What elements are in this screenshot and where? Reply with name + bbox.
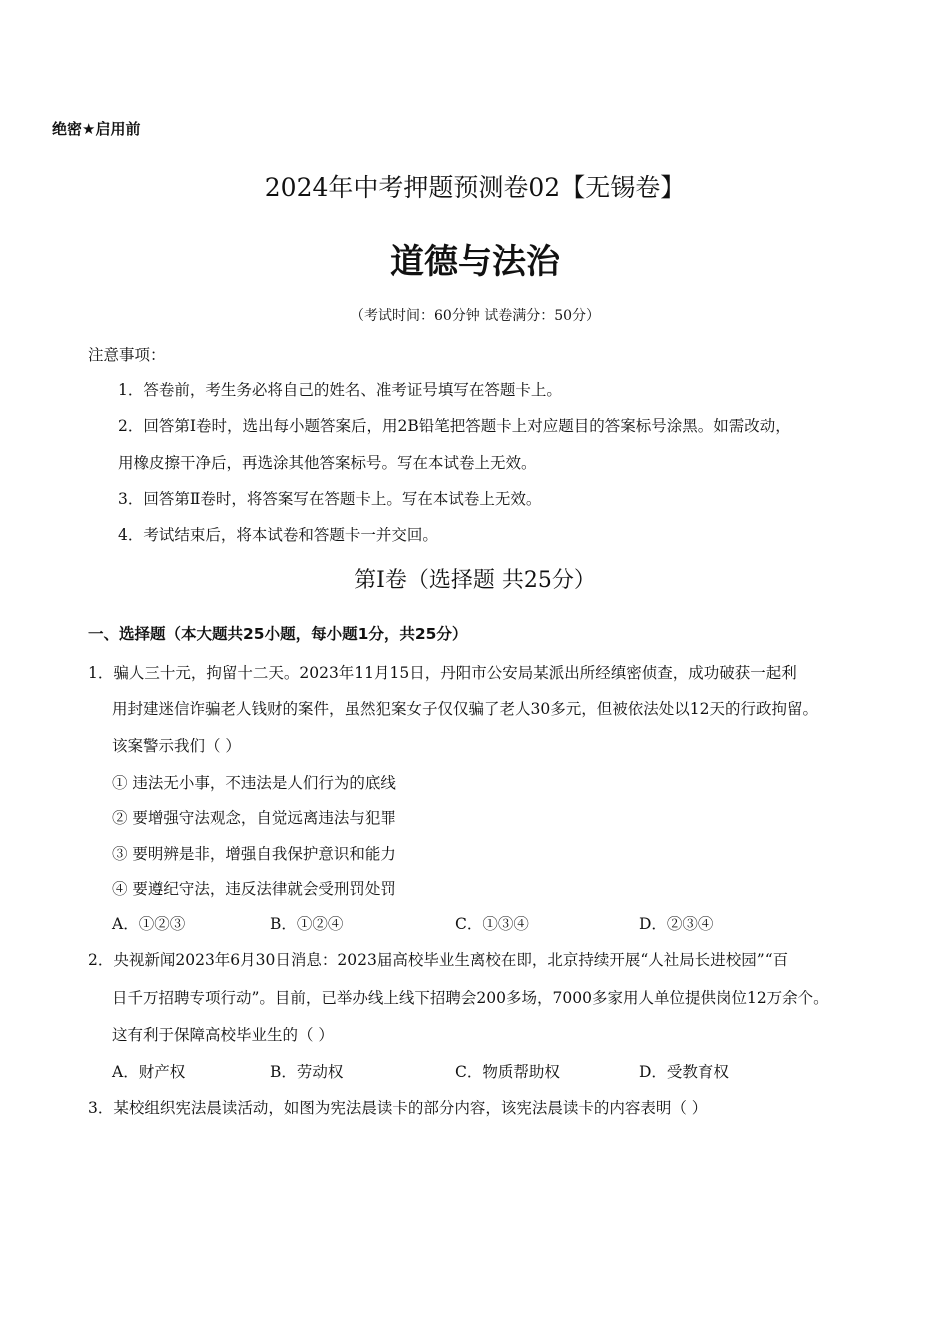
exam-title: 2024年中考押题预测卷02【无锡卷】: [264, 173, 686, 202]
question-2-line: 日千万招聘专项行动”。目前，已举办线上线下招聘会200多场，7000多家用人单位提供岗位12万余个。: [112, 989, 829, 1007]
statement: ④ 要遵纪守法，违反法律就会受刑罚处罚: [112, 880, 396, 898]
statement: ③ 要明辨是非，增强自我保护意识和能力: [112, 845, 396, 863]
question-2-line: 这有利于保障高校毕业生的（ ）: [112, 1026, 334, 1044]
subject-title: 道德与法治: [390, 242, 560, 282]
option-d: D．受教育权: [639, 1063, 729, 1081]
exam-info: （考试时间：60分钟 试卷满分：50分）: [349, 308, 601, 324]
question-3-line: 3．某校组织宪法晨读活动，如图为宪法晨读卡的部分内容，该宪法晨读卡的内容表明（ ）: [88, 1099, 708, 1117]
option-b: B．①②④: [270, 915, 344, 933]
part-heading: 一、选择题（本大题共25小题，每小题1分，共25分）: [88, 625, 468, 643]
statement: ① 违法无小事，不违法是人们行为的底线: [112, 774, 396, 792]
note-item: 1．答卷前，考生务必将自己的姓名、准考证号填写在答题卡上。: [118, 381, 562, 399]
statement: ② 要增强守法观念，自觉远离违法与犯罪: [112, 809, 396, 827]
secret-mark: 绝密★启用前: [52, 120, 141, 138]
option-b: B．劳动权: [270, 1063, 344, 1081]
option-d: D．②③④: [639, 915, 714, 933]
notes-heading: 注意事项：: [88, 346, 166, 364]
section-title: 第Ⅰ卷（选择题 共25分）: [354, 568, 596, 593]
note-item: 3．回答第Ⅱ卷时，将答案写在答题卡上。写在本试卷上无效。: [118, 490, 542, 508]
question-2-line: 2．央视新闻2023年6月30日消息：2023届高校毕业生离校在即，北京持续开展“人社局长进校园”“百: [88, 951, 789, 969]
question-1-line: 该案警示我们（ ）: [112, 737, 241, 755]
note-item: 4．考试结束后，将本试卷和答题卡一并交回。: [118, 526, 438, 544]
option-c: C．物质帮助权: [455, 1063, 560, 1081]
option-a: A．财产权: [112, 1063, 186, 1081]
note-item: 2．回答第Ⅰ卷时，选出每小题答案后，用2B铅笔把答题卡上对应题目的答案标号涂黑。如需改动，: [118, 417, 791, 435]
option-a: A．①②③: [112, 915, 186, 933]
note-item: 用橡皮擦干净后，再选涂其他答案标号。写在本试卷上无效。: [118, 454, 537, 472]
option-c: C．①③④: [455, 915, 529, 933]
question-1-line: 1．骗人三十元，拘留十二天。2023年11月15日，丹阳市公安局某派出所经缜密侦查，成功破获一起利: [88, 664, 797, 682]
question-1-line: 用封建迷信诈骗老人钱财的案件，虽然犯案女子仅仅骗了老人30多元，但被依法处以12天的行政拘留。: [112, 700, 818, 718]
